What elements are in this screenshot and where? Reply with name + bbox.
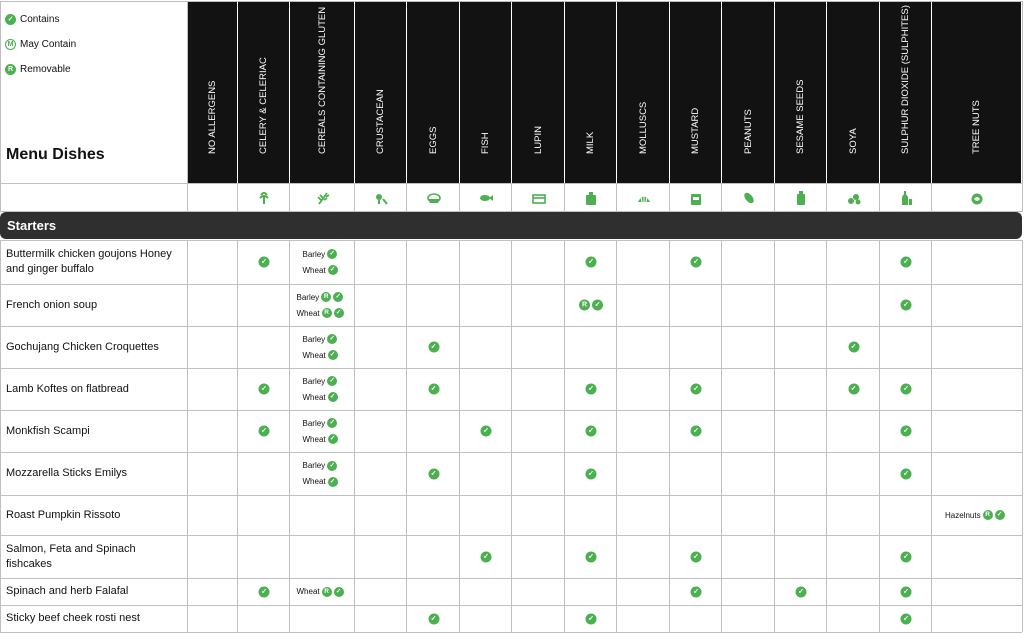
grid-line bbox=[237, 183, 238, 211]
contains-icon: ✓ bbox=[691, 384, 702, 395]
contains-icon: ✓ bbox=[901, 300, 912, 311]
contains-icon: ✓ bbox=[5, 14, 16, 25]
dish-name: Spinach and herb Falafal bbox=[6, 585, 129, 597]
gluten-label: Wheat bbox=[302, 265, 326, 275]
allergen-mark bbox=[481, 426, 492, 437]
column-header-cereals-containing-gluten bbox=[290, 2, 354, 183]
molluscs-icon bbox=[636, 191, 652, 205]
allergen-mark bbox=[579, 300, 603, 311]
contains-icon: ✓ bbox=[259, 586, 270, 597]
dish-name: Buttermilk chicken goujons Honey and ginger buffalo bbox=[6, 248, 172, 275]
gluten-qualifier bbox=[303, 458, 338, 474]
legend-may-contain-label: May Contain bbox=[20, 39, 77, 50]
allergen-mark bbox=[796, 586, 807, 597]
column-header-sulphur-dioxide-sulphites bbox=[880, 2, 931, 183]
allergen-mark bbox=[848, 342, 859, 353]
column-header-label: SULPHUR DIOXIDE (SULPHITES) bbox=[900, 5, 911, 154]
wheat-icon bbox=[315, 191, 331, 205]
column-header-no-allergens bbox=[188, 2, 237, 183]
contains-icon: ✓ bbox=[691, 426, 702, 437]
sulphites-icon bbox=[898, 191, 914, 205]
grid-line bbox=[564, 240, 565, 632]
contains-icon: ✓ bbox=[901, 468, 912, 479]
dish-name: Mozzarella Sticks Emilys bbox=[6, 467, 128, 479]
contains-icon: ✓ bbox=[259, 426, 270, 437]
contains-icon: ✓ bbox=[327, 334, 337, 344]
fish-icon bbox=[478, 191, 494, 205]
milk-icon bbox=[583, 191, 599, 205]
contains-icon: ✓ bbox=[327, 418, 337, 428]
gluten-label: Barley bbox=[302, 249, 326, 259]
column-header-label: MILK bbox=[585, 131, 596, 154]
contains-icon: ✓ bbox=[334, 587, 344, 597]
contains-icon: ✓ bbox=[691, 257, 702, 268]
allergen-mark bbox=[901, 384, 912, 395]
legend-removable bbox=[5, 57, 76, 82]
allergen-mark bbox=[901, 586, 912, 597]
allergen-mark bbox=[428, 342, 439, 353]
column-header-label: EGGS bbox=[427, 126, 439, 154]
contains-icon: ✓ bbox=[328, 350, 338, 360]
gluten-label: Barley bbox=[296, 292, 320, 302]
dish-name: Sticky beef cheek rosti nest bbox=[6, 612, 140, 624]
grid-line bbox=[1022, 240, 1023, 632]
peanuts-icon bbox=[741, 191, 757, 205]
gluten-qualifier bbox=[303, 415, 338, 431]
contains-icon: ✓ bbox=[259, 384, 270, 395]
grid-line bbox=[721, 183, 722, 211]
gluten-qualifier bbox=[303, 373, 338, 389]
allergen-mark bbox=[428, 384, 439, 395]
tree-nuts-qualifier bbox=[945, 507, 1005, 523]
column-header-crustacean bbox=[355, 2, 406, 183]
gluten-label: Barley bbox=[302, 376, 326, 386]
gluten-label: Barley bbox=[302, 418, 326, 428]
allergen-mark bbox=[586, 384, 597, 395]
contains-icon: ✓ bbox=[481, 551, 492, 562]
column-header-label: SOYA bbox=[847, 128, 859, 154]
grid-line bbox=[511, 183, 512, 211]
grid-line bbox=[826, 183, 827, 211]
allergen-mark bbox=[259, 586, 270, 597]
allergen-mark bbox=[691, 384, 702, 395]
allergen-mark bbox=[901, 257, 912, 268]
allergen-mark bbox=[586, 468, 597, 479]
contains-icon: ✓ bbox=[901, 586, 912, 597]
grid-line bbox=[187, 240, 188, 632]
contains-icon: ✓ bbox=[901, 257, 912, 268]
contains-icon: ✓ bbox=[428, 384, 439, 395]
column-header-label: SESAME SEEDS bbox=[795, 79, 806, 154]
grid-line bbox=[0, 240, 1, 632]
contains-icon: ✓ bbox=[328, 477, 338, 487]
gluten-label: Wheat bbox=[302, 350, 326, 360]
allergen-mark bbox=[586, 257, 597, 268]
gluten-qualifier bbox=[303, 262, 338, 278]
grid-line bbox=[289, 240, 290, 632]
contains-icon: ✓ bbox=[333, 292, 343, 302]
column-header-tree-nuts bbox=[932, 2, 1021, 183]
gluten-label: Wheat bbox=[302, 477, 326, 486]
contains-icon: ✓ bbox=[481, 426, 492, 437]
column-header-label: LUPIN bbox=[532, 126, 544, 154]
column-header-label: PEANUTS bbox=[742, 109, 754, 154]
grid-line bbox=[237, 240, 238, 632]
grid-line bbox=[187, 1, 188, 183]
contains-icon: ✓ bbox=[328, 265, 338, 275]
grid-line bbox=[669, 183, 670, 211]
grid-line bbox=[406, 183, 407, 211]
gluten-label: Wheat bbox=[302, 434, 326, 444]
grid-line bbox=[616, 240, 617, 632]
gluten-label: Barley bbox=[302, 461, 326, 470]
contains-icon: ✓ bbox=[328, 392, 338, 402]
removable-icon: R bbox=[983, 510, 993, 520]
contains-icon: ✓ bbox=[691, 586, 702, 597]
legend-removable-label: Removable bbox=[20, 64, 71, 75]
lupin-icon bbox=[531, 191, 547, 205]
removable-icon: R bbox=[322, 587, 332, 597]
eggs-icon bbox=[426, 191, 442, 205]
gluten-label: Wheat bbox=[296, 308, 320, 318]
gluten-qualifier bbox=[303, 389, 338, 405]
allergen-mark bbox=[259, 426, 270, 437]
dish-name: French onion soup bbox=[6, 298, 98, 311]
grid-line bbox=[0, 1, 1, 212]
grid-line bbox=[774, 183, 775, 211]
dish-name: Lamb Koftes on flatbread bbox=[6, 382, 129, 395]
gluten-label: Barley bbox=[302, 334, 326, 344]
contains-icon: ✓ bbox=[327, 376, 337, 386]
grid-line bbox=[0, 1, 1022, 2]
removable-icon: R bbox=[322, 308, 332, 318]
allergen-mark bbox=[901, 468, 912, 479]
contains-icon: ✓ bbox=[586, 468, 597, 479]
contains-icon: ✓ bbox=[848, 342, 859, 353]
contains-icon: ✓ bbox=[848, 384, 859, 395]
gluten-qualifier bbox=[303, 347, 338, 363]
soya-icon bbox=[846, 191, 862, 205]
grid-line bbox=[826, 240, 827, 632]
tree-nuts-icon bbox=[969, 191, 985, 205]
grid-line bbox=[406, 240, 407, 632]
column-header-label: CEREALS CONTAINING GLUTEN bbox=[316, 6, 328, 154]
allergen-mark bbox=[901, 613, 912, 624]
allergen-mark bbox=[428, 468, 439, 479]
grid-line bbox=[774, 240, 775, 632]
allergen-mark bbox=[586, 426, 597, 437]
grid-line bbox=[0, 211, 1022, 212]
column-header-eggs bbox=[407, 2, 459, 183]
column-header-mustard bbox=[670, 2, 721, 183]
allergen-mark bbox=[901, 551, 912, 562]
grid-line bbox=[931, 240, 932, 632]
dish-name: Roast Pumpkin Rissoto bbox=[6, 508, 121, 521]
gluten-qualifier bbox=[297, 289, 344, 305]
contains-icon: ✓ bbox=[259, 257, 270, 268]
allergen-mark bbox=[691, 426, 702, 437]
contains-icon: ✓ bbox=[334, 308, 344, 318]
legend bbox=[5, 7, 76, 82]
contains-icon: ✓ bbox=[586, 257, 597, 268]
allergen-mark bbox=[586, 551, 597, 562]
allergen-mark bbox=[259, 384, 270, 395]
grid-line bbox=[721, 240, 722, 632]
removable-icon: R bbox=[579, 300, 590, 311]
column-header-label: CELERY & CELERIAC bbox=[258, 57, 269, 154]
contains-icon: ✓ bbox=[428, 468, 439, 479]
section-starters: Starters bbox=[0, 212, 1022, 239]
allergen-mark bbox=[691, 257, 702, 268]
column-header-label: NO ALLERGENS bbox=[207, 80, 218, 154]
contains-icon: ✓ bbox=[901, 384, 912, 395]
column-header-label: TREE NUTS bbox=[971, 100, 982, 154]
column-header-label: CRUSTACEAN bbox=[375, 89, 386, 154]
grid-line bbox=[354, 183, 355, 211]
allergen-mark bbox=[848, 384, 859, 395]
contains-icon: ✓ bbox=[901, 551, 912, 562]
grid-line bbox=[459, 183, 460, 211]
contains-icon: ✓ bbox=[995, 510, 1005, 520]
gluten-qualifier bbox=[303, 331, 338, 347]
contains-icon: ✓ bbox=[586, 426, 597, 437]
column-header-celery-celeriac bbox=[238, 2, 289, 183]
dish-name: Salmon, Feta and Spinach fishcakes bbox=[6, 542, 136, 570]
contains-icon: ✓ bbox=[586, 384, 597, 395]
allergen-mark bbox=[691, 586, 702, 597]
grid-line bbox=[879, 240, 880, 632]
column-header-label: MUSTARD bbox=[690, 107, 701, 154]
legend-may-contain bbox=[5, 32, 76, 57]
column-header-molluscs bbox=[617, 2, 669, 183]
grid-line bbox=[289, 183, 290, 211]
column-header-peanuts bbox=[722, 2, 774, 183]
allergen-mark bbox=[586, 613, 597, 624]
grid-line bbox=[564, 183, 565, 211]
grid-line bbox=[1022, 1, 1023, 212]
contains-icon: ✓ bbox=[901, 426, 912, 437]
menu-dishes-title: Menu Dishes bbox=[6, 146, 105, 163]
grid-line bbox=[511, 240, 512, 632]
column-header-label: FISH bbox=[480, 132, 491, 154]
removable-icon: R bbox=[321, 292, 331, 302]
gluten-label: Wheat bbox=[302, 392, 326, 402]
removable-icon: R bbox=[5, 64, 16, 75]
dish-name: Monkfish Scampi bbox=[6, 424, 90, 437]
contains-icon: ✓ bbox=[328, 434, 338, 444]
tree-nuts-label: Hazelnuts bbox=[945, 510, 981, 520]
contains-icon: ✓ bbox=[592, 300, 603, 311]
allergen-mark bbox=[901, 300, 912, 311]
contains-icon: ✓ bbox=[428, 342, 439, 353]
contains-icon: ✓ bbox=[586, 613, 597, 624]
gluten-label: Wheat bbox=[296, 587, 320, 596]
allergen-mark bbox=[901, 426, 912, 437]
allergen-mark bbox=[481, 551, 492, 562]
contains-icon: ✓ bbox=[327, 249, 337, 259]
contains-icon: ✓ bbox=[901, 613, 912, 624]
grid-line bbox=[459, 240, 460, 632]
legend-contains bbox=[5, 7, 76, 32]
grid-line bbox=[187, 183, 188, 211]
contains-icon: ✓ bbox=[691, 551, 702, 562]
contains-icon: ✓ bbox=[327, 461, 337, 471]
may-contain-icon: M bbox=[5, 39, 16, 50]
contains-icon: ✓ bbox=[796, 586, 807, 597]
gluten-qualifier bbox=[297, 584, 344, 600]
gluten-qualifier bbox=[303, 246, 338, 262]
mustard-icon bbox=[688, 191, 704, 205]
grid-line bbox=[354, 240, 355, 632]
dish-name: Gochujang Chicken Croquettes bbox=[6, 340, 159, 353]
contains-icon: ✓ bbox=[428, 613, 439, 624]
column-header-label: MOLLUSCS bbox=[637, 101, 649, 154]
contains-icon: ✓ bbox=[586, 551, 597, 562]
grid-line bbox=[616, 183, 617, 211]
gluten-qualifier bbox=[303, 474, 338, 490]
gluten-qualifier bbox=[297, 305, 344, 321]
legend-contains-label: Contains bbox=[20, 14, 60, 25]
column-header-sesame-seeds bbox=[775, 2, 826, 183]
column-header-milk bbox=[565, 2, 616, 183]
crustacean-icon bbox=[373, 191, 389, 205]
gluten-qualifier bbox=[303, 431, 338, 447]
grid-line bbox=[931, 183, 932, 211]
column-header-lupin bbox=[512, 2, 564, 183]
allergen-mark bbox=[259, 257, 270, 268]
allergen-mark bbox=[428, 613, 439, 624]
grid-line bbox=[669, 240, 670, 632]
sesame-icon bbox=[793, 191, 809, 205]
grid-line bbox=[879, 183, 880, 211]
celery-icon bbox=[256, 191, 272, 205]
column-header-fish bbox=[460, 2, 511, 183]
column-header-soya bbox=[827, 2, 879, 183]
allergen-mark bbox=[691, 551, 702, 562]
